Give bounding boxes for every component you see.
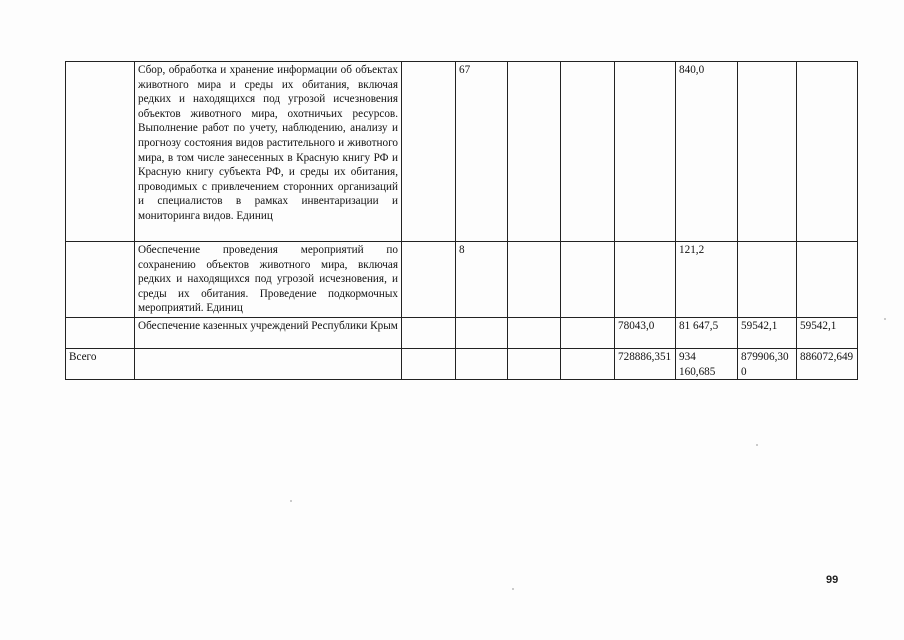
value-cell: 840,0: [676, 62, 738, 242]
value-cell: 886072,649: [797, 349, 858, 380]
value-cell: 8: [456, 242, 508, 318]
value-cell: 934 160,685: [676, 349, 738, 380]
value-cell: [456, 318, 508, 349]
value-cell: 59542,1: [797, 318, 858, 349]
description-cell: Обеспечение казенных учреждений Республики Крым: [135, 318, 402, 349]
value-cell: [615, 62, 676, 242]
value-cell: 728886,351: [615, 349, 676, 380]
description-cell: [135, 349, 402, 380]
value-cell: [402, 242, 456, 318]
scan-speck: [512, 588, 514, 590]
table-row-total: [66, 349, 858, 380]
value-cell: [561, 318, 615, 349]
description-cell: Обеспечение проведения мероприятий по сохранению объектов животного мира, включая редких и находящихся под угрозой исчезновения, и среды их обитания. Проведение подкормочных мероприятий. Единиц: [135, 242, 402, 318]
value-cell: 879906,300: [738, 349, 797, 380]
value-cell: [402, 349, 456, 380]
description-cell: Сбор, обработка и хранение информации об объектах животного мира и среды их обитания, включая редких и находящихся под угрозой исчезновения объектов животного мира, охотничьих ресурсов. Выполнение работ по учету, наблюдению, анализу и прогнозу состояния видов растительного и животного мира, в том числе занесенных в Красную книгу РФ и Красную книгу субъекта РФ, и среды их обитания, проводимых с привлечением сторонних организаций и специалистов в рамках инвентаризации и мониторинга видов. Единиц: [135, 62, 402, 242]
value-cell: 78043,0: [615, 318, 676, 349]
value-cell: [508, 242, 561, 318]
table-row: [66, 318, 858, 349]
page-number: 99: [826, 574, 839, 586]
value-cell: [456, 349, 508, 380]
row-label-cell: [66, 242, 135, 318]
value-cell: [508, 318, 561, 349]
value-cell: [738, 242, 797, 318]
scan-speck: [756, 444, 758, 446]
value-cell: 81 647,5: [676, 318, 738, 349]
value-cell: [561, 242, 615, 318]
total-label-cell: Всего: [66, 349, 135, 380]
value-cell: [797, 62, 858, 242]
scan-speck: [884, 318, 886, 320]
table-row: [66, 242, 858, 318]
value-cell: [561, 62, 615, 242]
table-row: [66, 62, 858, 242]
value-cell: [797, 242, 858, 318]
value-cell: [508, 62, 561, 242]
value-cell: [561, 349, 615, 380]
scan-speck: [290, 500, 292, 502]
value-cell: 121,2: [676, 242, 738, 318]
row-label-cell: [66, 62, 135, 242]
value-cell: [402, 62, 456, 242]
row-label-cell: [66, 318, 135, 349]
value-cell: [402, 318, 456, 349]
value-cell: 59542,1: [738, 318, 797, 349]
value-cell: [738, 62, 797, 242]
value-cell: [508, 349, 561, 380]
value-cell: [615, 242, 676, 318]
budget-table: [65, 61, 858, 380]
value-cell: 67: [456, 62, 508, 242]
